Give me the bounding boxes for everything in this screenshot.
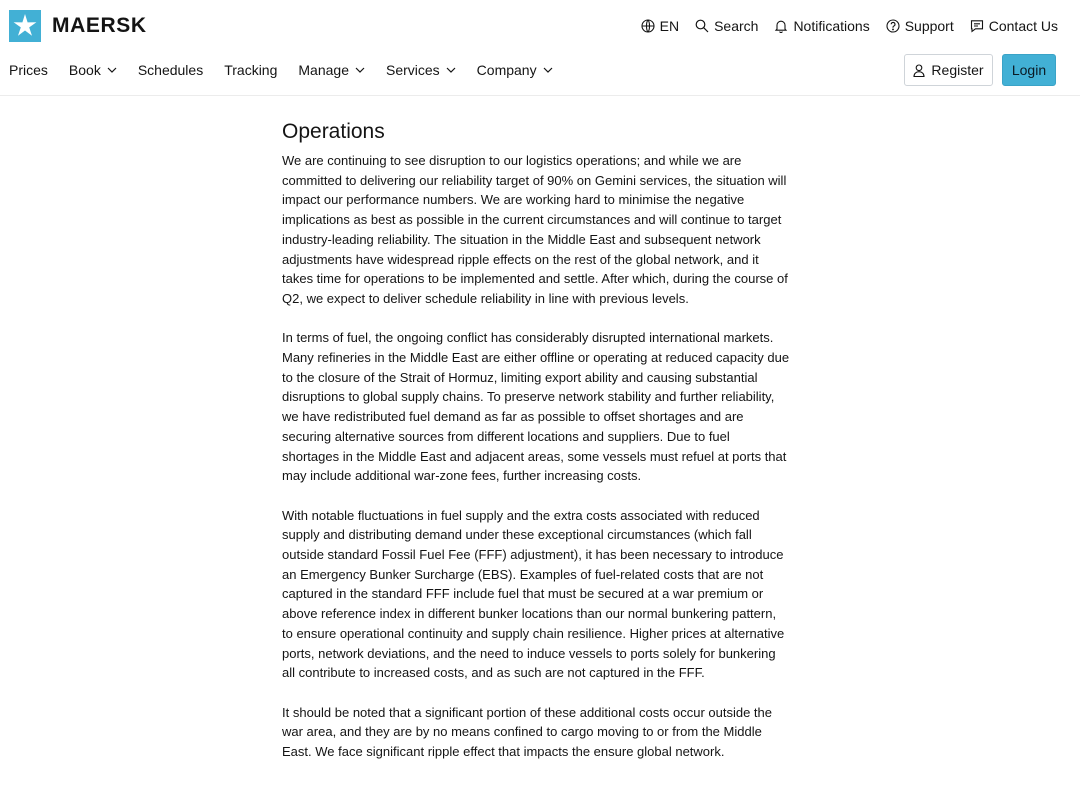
chevron-down-icon	[446, 67, 456, 73]
chevron-down-icon	[107, 67, 117, 73]
maersk-star-icon	[9, 10, 41, 42]
article-title: Operations	[282, 120, 385, 143]
search-icon	[695, 19, 709, 33]
nav-item-label: Company	[476, 62, 537, 78]
nav-item-schedules[interactable]	[138, 62, 203, 78]
site-header	[0, 0, 1080, 96]
nav-item-services[interactable]	[386, 62, 456, 78]
globe-icon	[641, 19, 655, 33]
article-paragraph: It should be noted that a significant portion of these additional costs occur outside the war area, and they are by no means confined to cargo moving to or from the Middle East. We face significant ripple effect that impacts the ensure global network.	[282, 704, 772, 760]
bell-icon	[774, 19, 788, 33]
maersk-logo[interactable]	[9, 10, 147, 42]
nav-item-label: Manage	[298, 62, 349, 78]
nav-item-prices[interactable]	[9, 62, 48, 78]
support-link[interactable]	[886, 18, 954, 34]
utility-nav	[625, 16, 1058, 36]
article-content	[282, 118, 790, 781]
nav-item-manage[interactable]	[298, 62, 365, 78]
nav-item-label: Tracking	[224, 62, 278, 78]
login-label: Login	[1011, 62, 1047, 78]
brand-name: MAERSK	[52, 14, 147, 37]
contact-link[interactable]	[970, 18, 1058, 34]
nav-item-book[interactable]	[69, 62, 117, 78]
register-label: Register	[931, 62, 984, 78]
nav-item-tracking[interactable]	[224, 62, 277, 78]
register-button[interactable]	[904, 54, 993, 86]
language-selector[interactable]	[641, 18, 679, 34]
nav-item-label: Book	[68, 62, 101, 78]
main-nav	[9, 60, 574, 80]
notifications-label: Notifications	[793, 18, 870, 34]
help-circle-icon	[886, 19, 900, 33]
article-paragraph: In terms of fuel, the ongoing conflict has considerably disrupted international markets. Many refineries in the Middle East are either offline or operating at reduced capacity due to the closure of the Strait of Hormuz, limiting export ability and causing substantial disruptions to global supply chains. To preserve network stability and further reliability, we have redistributed fuel demand as far as possible to offset shortages and are securing alternative sources from different locations and suppliers. Due to fuel shortages in the Middle East and adjacent areas, some vessels must refuel at ports that may include additional war-zone fees, further increasing costs.	[282, 330, 790, 484]
login-button[interactable]	[1002, 54, 1056, 86]
nav-item-label: Services	[385, 62, 440, 78]
article-paragraph: We are continuing to see disruption to our logistics operations; and while we are committed to delivering our reliability target of 90% on Gemini services, the situation will impact our performance numbers. We are working hard to minimise the negative implications as best as possible in the current circumstances and will continue to target industry-leading reliability. The situation in the Middle East and subsequent network adjustments have widespread ripple effects on the rest of the global network, and it takes time for operations to be implemented and settle. After which, during the course of Q2, we expect to deliver schedule reliability in line with previous levels.	[282, 153, 788, 306]
chevron-down-icon	[355, 67, 365, 73]
contact-label: Contact Us	[988, 18, 1058, 34]
nav-item-label: Schedules	[137, 62, 204, 78]
nav-item-label: Prices	[9, 62, 48, 78]
search-label: Search	[714, 18, 759, 34]
search-link[interactable]	[695, 18, 758, 34]
support-label: Support	[904, 18, 954, 34]
notifications-link[interactable]	[774, 18, 869, 34]
chevron-down-icon	[543, 67, 553, 73]
user-icon	[913, 64, 925, 77]
article-paragraph: With notable fluctuations in fuel supply and the extra costs associated with reduced supply and distributing demand under these exceptional circumstances (which fall outside standard Fossil Fuel Fee (FFF) adjustment), it has been necessary to introduce an Emergency Bunker Surcharge (EBS). Examples of fuel-related costs that are not captured in the standard FFF include fuel that must be secured at a war premium or above reference index in different bunker locations than our normal bunkering pattern, to ensure operational continuity and supply chain resilience. Higher prices at alternative ports, network deviations, and the need to induce vessels to ports solely for bunkering all contribute to increased costs, and as such are not captured in the FFF.	[282, 507, 785, 681]
chat-icon	[970, 19, 984, 33]
nav-item-company[interactable]	[477, 62, 553, 78]
language-label: EN	[659, 18, 680, 34]
